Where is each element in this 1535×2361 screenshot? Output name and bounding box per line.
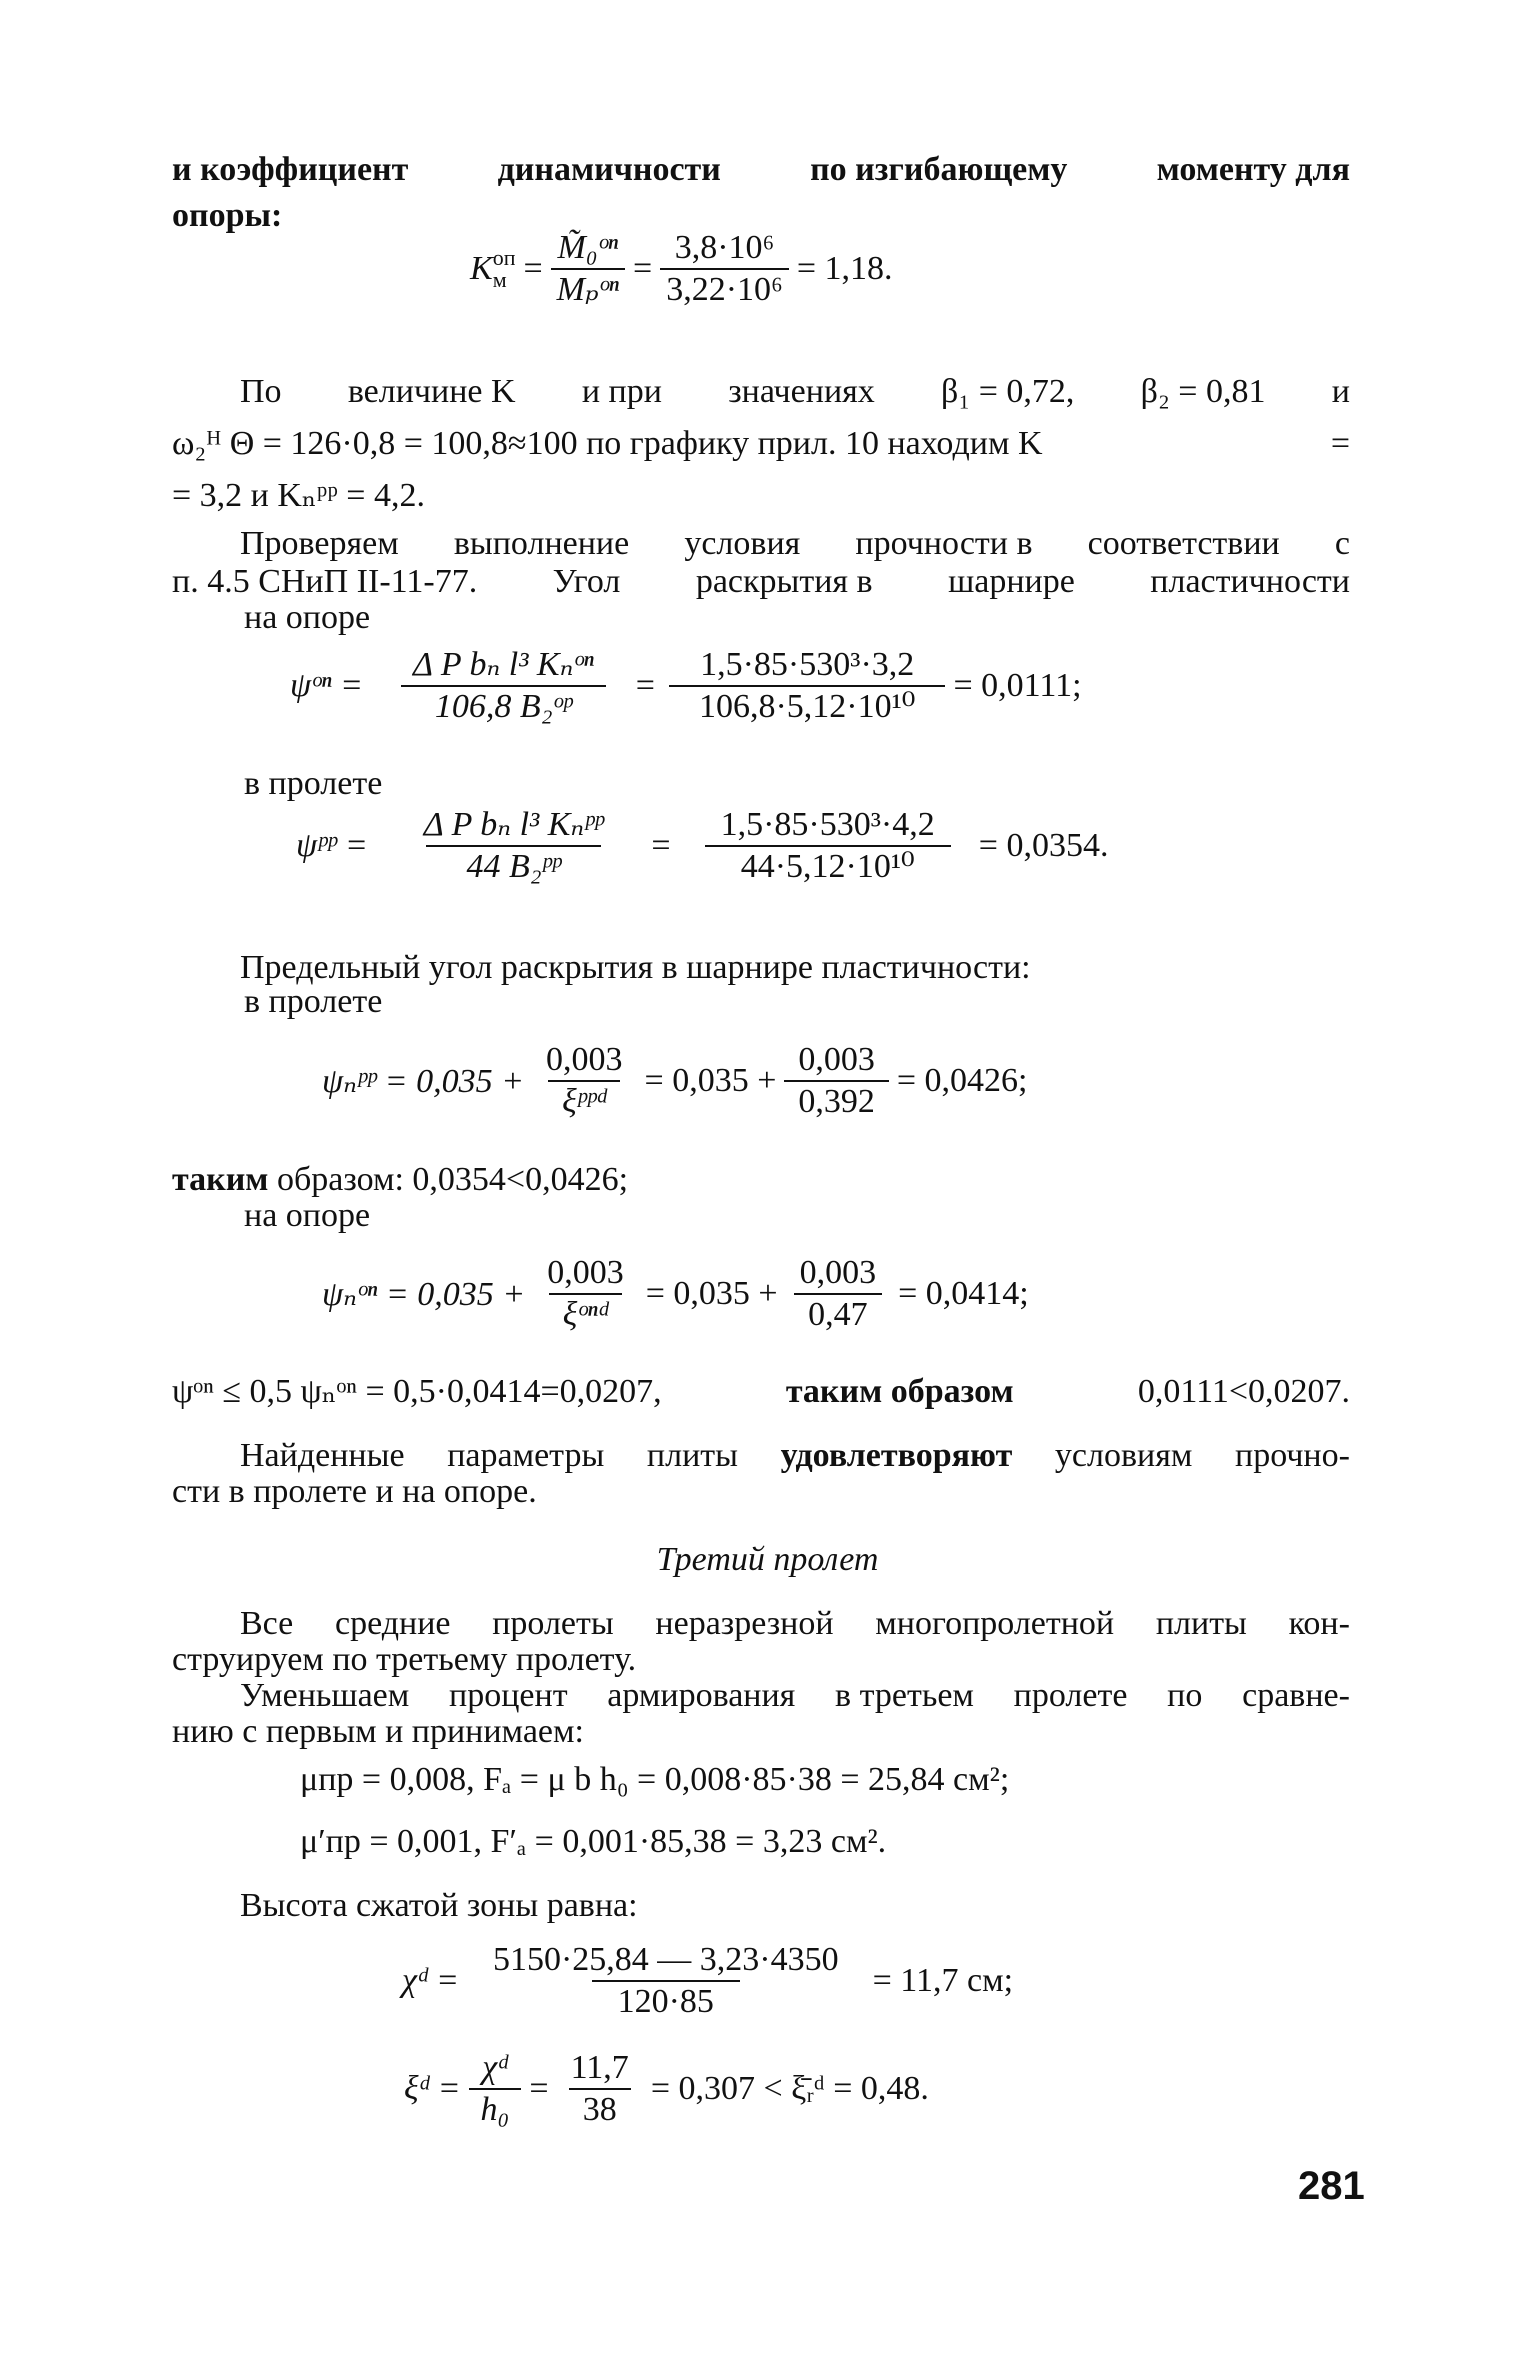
fraction-numerator: 1,5·85·530³·3,2 (700, 646, 915, 683)
fraction-numerator: 0,003 (547, 1254, 624, 1291)
fraction-numerator: 3,8·10⁶ (674, 229, 775, 266)
fraction (669, 645, 945, 727)
eq-term: ψᵖᵖ = (296, 827, 368, 864)
fraction (786, 1253, 891, 1335)
eq-term: м (492, 267, 507, 292)
fraction (469, 2048, 522, 2130)
text-run: условиям (1054, 1437, 1193, 1474)
fraction-numerator: Δ P bₙ l³ Kₙᵒⁿ (412, 646, 594, 683)
text-run: средние (334, 1605, 451, 1642)
eq-term: = 0,0354. (978, 827, 1109, 864)
equation: ψᵒⁿ = $\frac{\text{Δ P bₙ l³ Kₙᵒⁿ}}{\text{106,8 B₂ᵒᵖ}}$ = $\frac{\text{1,5·85·530³·3,2}}{\text{106,8·5,12·10¹⁰}}$ = 0,0111; (290, 646, 1082, 725)
equation (402, 1940, 1013, 2022)
text-line (240, 1436, 1350, 1476)
text-run: пролете (1013, 1677, 1128, 1714)
text-run: условия (684, 525, 801, 562)
text-run: величине K (347, 373, 516, 410)
text-line: Предельный угол раскрытия в шарнире пластичности: (240, 949, 1031, 986)
eq-term: ξᵈ = (404, 2070, 461, 2107)
text-run: в третьем (835, 1677, 974, 1714)
fraction-denominator: 3,22·10⁶ (660, 268, 789, 310)
eq-term: = 1,18. (796, 250, 893, 287)
text-run: 0,0111<0,0207. (1137, 1373, 1350, 1410)
text-run: сравне- (1242, 1677, 1350, 1714)
text-run: и коэффициент (172, 151, 409, 188)
text-run: выполнение (453, 525, 630, 562)
text-run: β₂ = 0,81 (1140, 373, 1266, 410)
text-run: плиты (646, 1437, 738, 1474)
text-run: шарнире (948, 563, 1075, 600)
fraction-numerator: 1,5·85·530³·4,2 (720, 806, 935, 843)
text-run: процент (449, 1677, 568, 1714)
text-line: на опоре (244, 599, 371, 636)
fraction-numerator: χᵈ (482, 2049, 508, 2086)
text-run: = (1330, 425, 1350, 462)
eq-term: = 0,035 + (644, 1062, 777, 1099)
fraction-numerator: 0,003 (546, 1041, 623, 1078)
eq-term: = 0,0414; (898, 1275, 1029, 1312)
text-run: пролеты (492, 1605, 614, 1642)
text-line: в пролете (244, 983, 383, 1020)
fraction (379, 645, 628, 727)
fraction (551, 228, 625, 310)
text-line (172, 150, 1350, 190)
eq-term: = 0,0111; (953, 667, 1082, 704)
text-run: по изгибающему (810, 151, 1068, 188)
text-line: в пролете (244, 765, 383, 802)
text-line: нию с первым и принимаем: (172, 1713, 584, 1750)
eq-term: = 11,7 см; (872, 1962, 1014, 1999)
text-line: Высота сжатой зоны равна: (240, 1887, 638, 1924)
text-line (172, 1372, 1350, 1412)
fraction-numerator: 0,003 (798, 1041, 875, 1078)
text-run: пластичности (1150, 563, 1350, 600)
eq-term: K (470, 250, 493, 287)
fraction-denominator: 0,47 (794, 1293, 882, 1335)
eq-term: ψₙᵒⁿ = 0,035 + (322, 1276, 526, 1313)
fraction (533, 1253, 638, 1335)
text-run: образом: 0,0354<0,0426; (276, 1161, 629, 1198)
text-run: армирования (607, 1677, 796, 1714)
text-run: Уменьшаем (240, 1677, 410, 1714)
fraction-denominator: 106,8 B₂ᵒᵖ (401, 685, 606, 727)
text-line: на опоре (244, 1197, 371, 1234)
text-run: Проверяем (240, 525, 399, 562)
text-line (172, 424, 1350, 464)
text-run: значениях (728, 373, 875, 410)
text-run: с (1334, 525, 1350, 562)
eq-term: = 0,307 < ξ̄ᵣᵈ = 0,48. (650, 2070, 929, 2107)
text-run: и при (581, 373, 662, 410)
text-line: опоры: (172, 197, 283, 234)
fraction-denominator: 120·85 (592, 1980, 740, 2022)
equation: μ′пр = 0,001, F′ₐ = 0,001·85,38 = 3,23 см². (300, 1823, 887, 1860)
fraction-denominator: 38 (569, 2088, 631, 2130)
text-run: прочно- (1235, 1437, 1350, 1474)
fraction (532, 1040, 637, 1122)
text-run: по (1167, 1677, 1203, 1714)
fraction-numerator: 0,003 (799, 1254, 877, 1291)
fraction (685, 805, 971, 887)
text-run: Найденные (240, 1437, 405, 1474)
eq-term: = 0,035 + (645, 1275, 778, 1312)
eq-term: оп (492, 245, 516, 270)
equation (322, 1040, 1028, 1122)
fraction (660, 228, 789, 310)
text-run: По (240, 373, 282, 410)
page-number: 281 (1298, 2164, 1365, 2208)
text-line (240, 372, 1350, 412)
text-run: соответствии (1087, 525, 1280, 562)
eq-term: = 0,0426; (896, 1062, 1028, 1099)
text-run: и (1331, 373, 1350, 410)
fraction (384, 805, 644, 887)
text-run: динамичности (497, 151, 721, 188)
equation: ξᵈ = $\frac{\text{χᵈ}}{\text{h₀}}$ = $\frac{11,7}{38}$ = 0,307 < ξ̄ᵣᵈ = 0,48. (404, 2049, 929, 2128)
fraction (557, 2048, 643, 2130)
text-run: ψᵒⁿ ≤ 0,5 ψₙᵒⁿ = 0,5·0,0414=0,0207, (172, 1373, 662, 1410)
fraction-denominator: h₀ (469, 2088, 522, 2130)
text-line (172, 1160, 628, 1200)
fraction-denominator: 106,8·5,12·10¹⁰ (669, 685, 945, 727)
text-line: сти в пролете и на опоре. (172, 1473, 537, 1510)
eq-term: ψₙᵖᵖ = 0,035 + (322, 1063, 525, 1100)
fraction-numerator: M̃₀ᵒⁿ (557, 229, 619, 266)
section-heading: Третий пролет (656, 1541, 879, 1578)
text-run: раскрытия в (695, 563, 873, 600)
fraction-denominator: 0,392 (784, 1080, 889, 1122)
text-run: плиты (1155, 1605, 1247, 1642)
text-run: Угол (552, 563, 621, 600)
text-line (240, 1676, 1350, 1716)
text-run: ω₂ᴴ Θ = 126·0,8 = 100,8≈100 по графику прил. 10 находим K (172, 425, 1043, 462)
text-run: β₁ = 0,72, (941, 373, 1075, 410)
text-run: параметры (447, 1437, 605, 1474)
fraction-numerator: 5150·25,84 — 3,23·4350 (492, 1941, 839, 1978)
fraction-numerator: 11,7 (570, 2049, 629, 2086)
equation (322, 1253, 1029, 1335)
text-run: прочности в (855, 525, 1033, 562)
eq-term: χᵈ = (402, 1962, 459, 1999)
equation: ψᵖᵖ = $\frac{\text{Δ P bₙ l³ Kₙᵖᵖ}}{\text{44 B₂ᵖᵖ}}$ = $\frac{\text{1,5·85·530³·4,2}}{\text{44·5,12·10¹⁰}}$ = 0,0354. (296, 806, 1109, 885)
fraction-denominator: 44·5,12·10¹⁰ (705, 845, 951, 887)
fraction-denominator: ξᵒⁿᵈ (549, 1293, 623, 1335)
text-line (172, 562, 1350, 602)
fraction (784, 1040, 889, 1122)
equation: K оп м = $\frac{\text{M̃₀ᵒⁿ}}{\text{Mₚᵒⁿ}}$ = $\frac{\text{3,8·10⁶}}{\text{3,22·10⁶}}$ = 1,18. (470, 229, 893, 308)
text-run: моменту для (1156, 151, 1350, 188)
text-line (240, 1604, 1350, 1644)
text-run: таким (172, 1161, 269, 1198)
text-line: струируем по третьему пролету. (172, 1641, 637, 1678)
equation: μпр = 0,008, Fₐ = μ b h₀ = 0,008·85·38 = 25,84 см²; (300, 1761, 1010, 1798)
eq-term: ψᵒⁿ = (290, 667, 363, 704)
fraction (467, 1940, 865, 2022)
fraction-denominator: Mₚᵒⁿ (551, 268, 625, 310)
text-line (240, 524, 1350, 564)
text-run: удовлетворяют (780, 1437, 1013, 1474)
text-run: таким образом (785, 1373, 1014, 1410)
text-run: неразрезной (655, 1605, 834, 1642)
fraction-numerator: Δ P bₙ l³ Kₙᵖᵖ (423, 806, 604, 843)
text-run: многопролетной (875, 1605, 1115, 1642)
fraction-denominator: 44 B₂ᵖᵖ (426, 845, 600, 887)
fraction-denominator: ξᵖᵖᵈ (548, 1080, 620, 1122)
text-run: Все (240, 1605, 294, 1642)
text-line: = 3,2 и Kₙᵖᵖ = 4,2. (172, 477, 425, 514)
text-run: кон- (1288, 1605, 1350, 1642)
text-run: п. 4.5 СНиП II-11-77. (172, 563, 478, 600)
